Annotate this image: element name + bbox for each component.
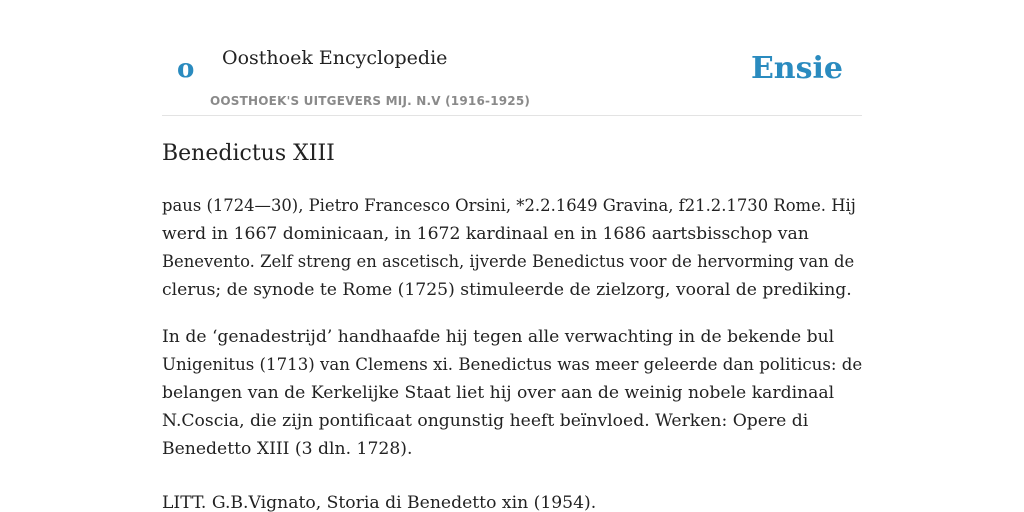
article-paragraph xyxy=(162,192,862,304)
paragraph-line: N.Coscia, die zijn pontificaat ongunstig heeft beïnvloed. Werken: Opere di xyxy=(162,411,809,431)
paragraph-line: Benedetto XIII (3 dln. 1728). xyxy=(162,439,413,459)
paragraph-line: werd in 1667 dominicaan, in 1672 kardinaal en in 1686 aartsbisschop van xyxy=(162,224,809,244)
paragraph-line: paus (1724—30), Pietro Francesco Orsini, *2.2.1649 Gravina, f21.2.1730 Rome. Hij xyxy=(162,196,856,215)
article-paragraph xyxy=(162,323,862,463)
paragraph-line: LITT. G.B.Vignato, Storia di Benedetto xin (1954). xyxy=(162,493,597,512)
site-title[interactable]: Oosthoek Encyclopedie xyxy=(222,47,448,69)
literature-reference xyxy=(162,489,862,512)
oosthoek-logo[interactable]: o xyxy=(177,54,195,84)
page-container xyxy=(162,0,863,512)
paragraph-line: clerus; de synode te Rome (1725) stimuleerde de zielzorg, vooral de prediking. xyxy=(162,280,852,300)
site-header xyxy=(162,0,862,116)
article-title: Benedictus XIII xyxy=(162,141,335,166)
ensie-logo[interactable]: Ensie xyxy=(750,51,843,86)
paragraph-line: In de ‘genadestrijd’ handhaafde hij tegen alle verwachting in de bekende bul xyxy=(162,327,835,347)
paragraph-line: Benevento. Zelf streng en ascetisch, ijverde Benedictus voor de hervorming van de xyxy=(162,252,855,271)
publisher-label: OOSTHOEK'S UITGEVERS MIJ. N.V (1916-1925) xyxy=(210,94,531,108)
paragraph-line: Unigenitus (1713) van Clemens xi. Benedictus was meer geleerde dan politicus: de xyxy=(162,355,863,374)
paragraph-line: belangen van de Kerkelijke Staat liet hij over aan de weinig nobele kardinaal xyxy=(162,383,835,403)
